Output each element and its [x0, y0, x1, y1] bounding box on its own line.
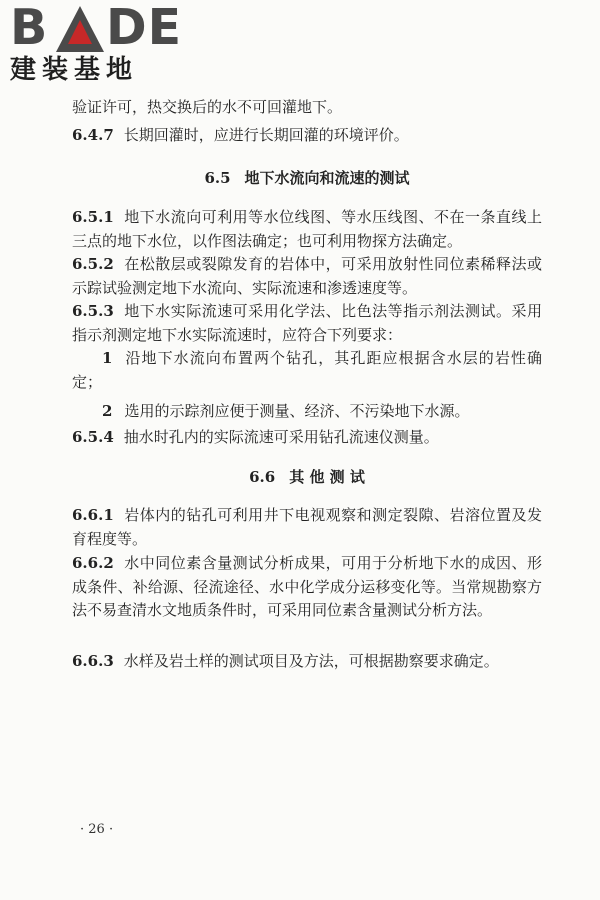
section-number: 6.5	[204, 169, 231, 187]
logo-wordmark	[10, 0, 183, 56]
clause-6-5-2	[72, 253, 542, 300]
item-number: 1	[102, 349, 113, 367]
clause-number: 6.5.2	[72, 255, 114, 273]
section-6-5-heading	[72, 167, 542, 191]
clause-number: 6.4.7	[72, 126, 114, 144]
clause-number: 6.6.2	[72, 554, 114, 572]
clause-number: 6.6.3	[72, 652, 114, 670]
logo-letter-b: B	[10, 0, 49, 56]
logo-subtitle: 建装基地	[10, 55, 139, 85]
clause-text: 长期回灌时，应进行长期回灌的环境评价。	[123, 126, 409, 144]
clause-text: 水样及岩土样的测试项目及方法，可根据勘察要求确定。	[123, 652, 499, 670]
list-item-2	[72, 400, 542, 424]
clause-text: 地下水实际流速可采用化学法、比色法等指示剂法测试。采用指示剂测定地下水实际流速时，应符合下列要求：	[72, 302, 542, 344]
clause-6-4-7	[72, 124, 542, 148]
clause-6-6-1	[72, 504, 542, 551]
item-number: 2	[102, 402, 113, 420]
item-text: 选用的示踪剂应便于测量、经济、不污染地下水源。	[124, 402, 470, 420]
clause-text: 水中同位素含量测试分析成果，可用于分析地下水的成因、形成条件、补给源、径流途径、水中化学成分运移变化等。当常规勘察方法不易查清水文地质条件时，可采用同位素含量测试分析方法。	[72, 554, 542, 619]
logo-letters-de: DE	[106, 0, 183, 56]
page-number: · 26 ·	[80, 822, 114, 837]
clause-number: 6.5.4	[72, 428, 114, 446]
clause-6-5-3	[72, 300, 542, 347]
item-text: 沿地下水流向布置两个钻孔，其孔距应根据含水层的岩性确定；	[72, 349, 542, 391]
clause-6-6-3	[72, 650, 542, 674]
clause-6-5-4	[72, 426, 542, 450]
section-title: 地下水流向和流速的测试	[244, 169, 410, 187]
list-item-1	[72, 347, 542, 394]
clause-6-5-1	[72, 206, 542, 253]
clause-text: 抽水时孔内的实际流速可采用钻孔流速仪测量。	[123, 428, 439, 446]
section-6-6-heading	[72, 466, 542, 490]
section-title: 其 他 测 试	[289, 468, 365, 486]
logo	[10, 0, 183, 85]
clause-number: 6.6.1	[72, 506, 114, 524]
clause-text: 地下水流向可利用等水位线图、等水压线图、不在一条直线上三点的地下水位，以作图法确定；也可利用物探方法确定。	[72, 208, 542, 250]
clause-6-6-2	[72, 552, 542, 623]
clause-text: 在松散层或裂隙发育的岩体中，可采用放射性同位素稀释法或示踪试验测定地下水流向、实际流速和渗透速度等。	[72, 255, 542, 297]
clause-text: 岩体内的钻孔可利用井下电视观察和测定裂隙、岩溶位置及发育程度等。	[72, 506, 542, 548]
clause-number: 6.5.1	[72, 208, 114, 226]
section-number: 6.6	[249, 468, 276, 486]
intro-paragraph: 验证许可，热交换后的水不可回灌地下。	[72, 98, 343, 116]
clause-number: 6.5.3	[72, 302, 114, 320]
logo-a-triangle-icon	[56, 6, 104, 52]
